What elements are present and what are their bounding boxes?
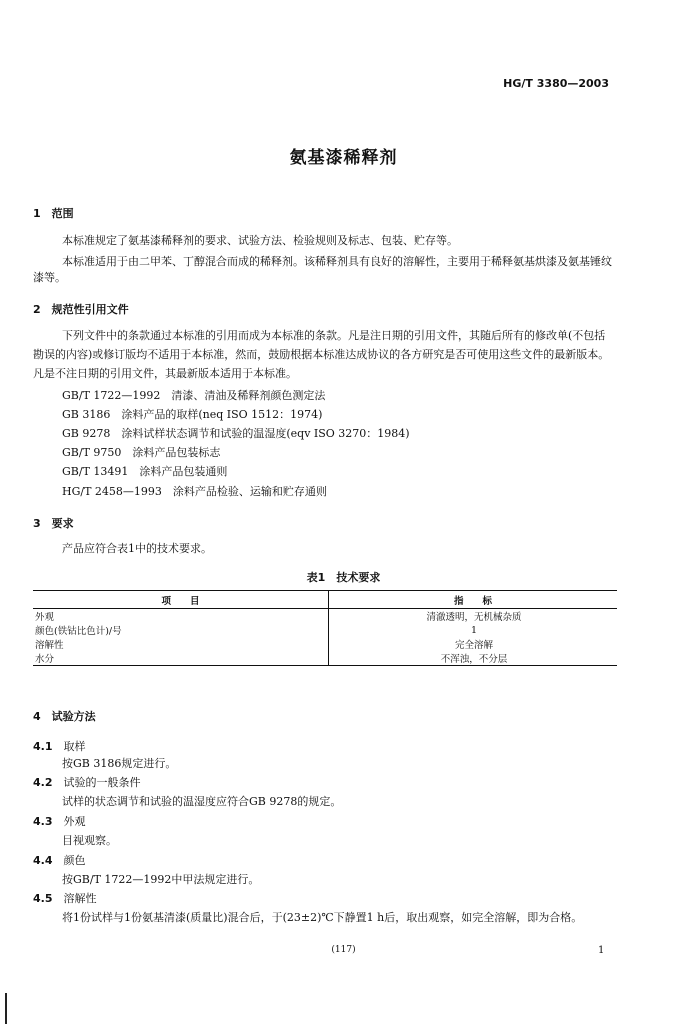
section-3-heading: 3 要求 — [33, 517, 74, 530]
table-row — [33, 637, 617, 651]
document-title: 氨基漆稀释剂 — [289, 148, 398, 168]
table-cell-value: 不浑浊，不分层 — [329, 651, 618, 666]
subsection-text: 目视观察。 — [62, 834, 117, 847]
table-cell-item: 颜色(铁钴比色计)/号 — [33, 623, 329, 637]
section-2-heading: 2 规范性引用文件 — [33, 303, 129, 316]
subsection-4-5 — [33, 890, 97, 906]
subsection-title: 外观 — [63, 815, 86, 828]
standard-number: HG/T 3380—2003 — [503, 77, 609, 90]
subsection-number: 4.5 — [33, 892, 53, 905]
table-header-row — [33, 591, 617, 609]
technical-requirements-table — [33, 590, 617, 666]
table-cell-value: 清澈透明，无机械杂质 — [426, 612, 522, 623]
section-3-paragraph: 产品应符合表1中的技术要求。 — [62, 542, 212, 555]
subsection-number: 4.4 — [33, 854, 53, 867]
table-cell-item: 外观 — [33, 609, 329, 624]
table-caption: 表1 技术要求 — [306, 571, 381, 584]
column-header-index: 指 标 — [329, 591, 618, 609]
subsection-number: 4.1 — [33, 740, 53, 753]
page-number: 1 — [598, 945, 605, 956]
column-header-item: 项 目 — [33, 591, 329, 609]
subsection-title: 溶解性 — [63, 892, 97, 905]
reference-item: GB/T 1722—1992 清漆、清油及稀释剂颜色测定法 — [62, 389, 326, 402]
subsection-4-2 — [33, 774, 141, 790]
section-1-heading: 1 范围 — [33, 207, 74, 220]
section-1-paragraph-1: 本标准规定了氨基漆稀释剂的要求、试验方法、检验规则及标志、包装、贮存等。 — [62, 234, 458, 247]
table-cell-item: 溶解性 — [33, 637, 329, 651]
subsection-4-4 — [33, 852, 86, 868]
scan-margin-line — [5, 993, 7, 1024]
subsection-text: 按GB 3186规定进行。 — [62, 757, 177, 770]
reference-item: GB/T 13491 涂料产品包装通则 — [62, 465, 228, 478]
table-row — [33, 609, 617, 624]
subsection-4-1 — [33, 738, 86, 754]
subsection-number: 4.3 — [33, 815, 53, 828]
reference-item: HG/T 2458—1993 涂料产品检验、运输和贮存通则 — [62, 485, 327, 498]
subsection-text: 按GB/T 1722—1992中甲法规定进行。 — [62, 873, 260, 886]
table-row — [33, 623, 617, 637]
subsection-title: 试验的一般条件 — [63, 776, 141, 789]
subsection-title: 颜色 — [63, 854, 86, 867]
subsection-number: 4.2 — [33, 776, 53, 789]
section-2-intro: 下列文件中的条款通过本标准的引用而成为本标准的条款。凡是注日期的引用文件，其随后所有的修改单(不包括勘误的内容)或修订版均不适用于本标准，然而，鼓励根据本标准达成协议的各方研究是否可使用这些文件的最新版本。凡是不注日期的引用文件，其最新版本适用于本标准。 — [33, 329, 610, 380]
reference-item: GB 3186 涂料产品的取样(neq ISO 1512：1974) — [62, 408, 323, 421]
reference-item: GB 9278 涂料试样状态调节和试验的温湿度(eqv ISO 3270：1984) — [62, 427, 410, 440]
subsection-title: 取样 — [63, 740, 86, 753]
footer-page-ref: (117) — [331, 945, 356, 955]
table-cell-value: 1 — [470, 624, 478, 636]
subsection-text: 将1份试样与1份氨基清漆(质量比)混合后，于(23±2)℃下静置1 h后，取出观察，如完全溶解，即为合格。 — [62, 911, 583, 924]
table-cell-value: 完全溶解 — [454, 640, 493, 651]
table-cell-item: 水分 — [33, 651, 329, 666]
subsection-text: 试样的状态调节和试验的温湿度应符合GB 9278的规定。 — [62, 795, 342, 808]
subsection-4-3 — [33, 813, 86, 829]
table-row — [33, 651, 617, 666]
reference-item: GB/T 9750 涂料产品包装标志 — [62, 446, 221, 459]
section-4-heading: 4 试验方法 — [33, 710, 96, 723]
section-1-paragraph-2: 本标准适用于由二甲苯、丁醇混合而成的稀释剂。该稀释剂具有良好的溶解性，主要用于稀释氨基烘漆及氨基锤纹漆等。 — [33, 255, 612, 284]
